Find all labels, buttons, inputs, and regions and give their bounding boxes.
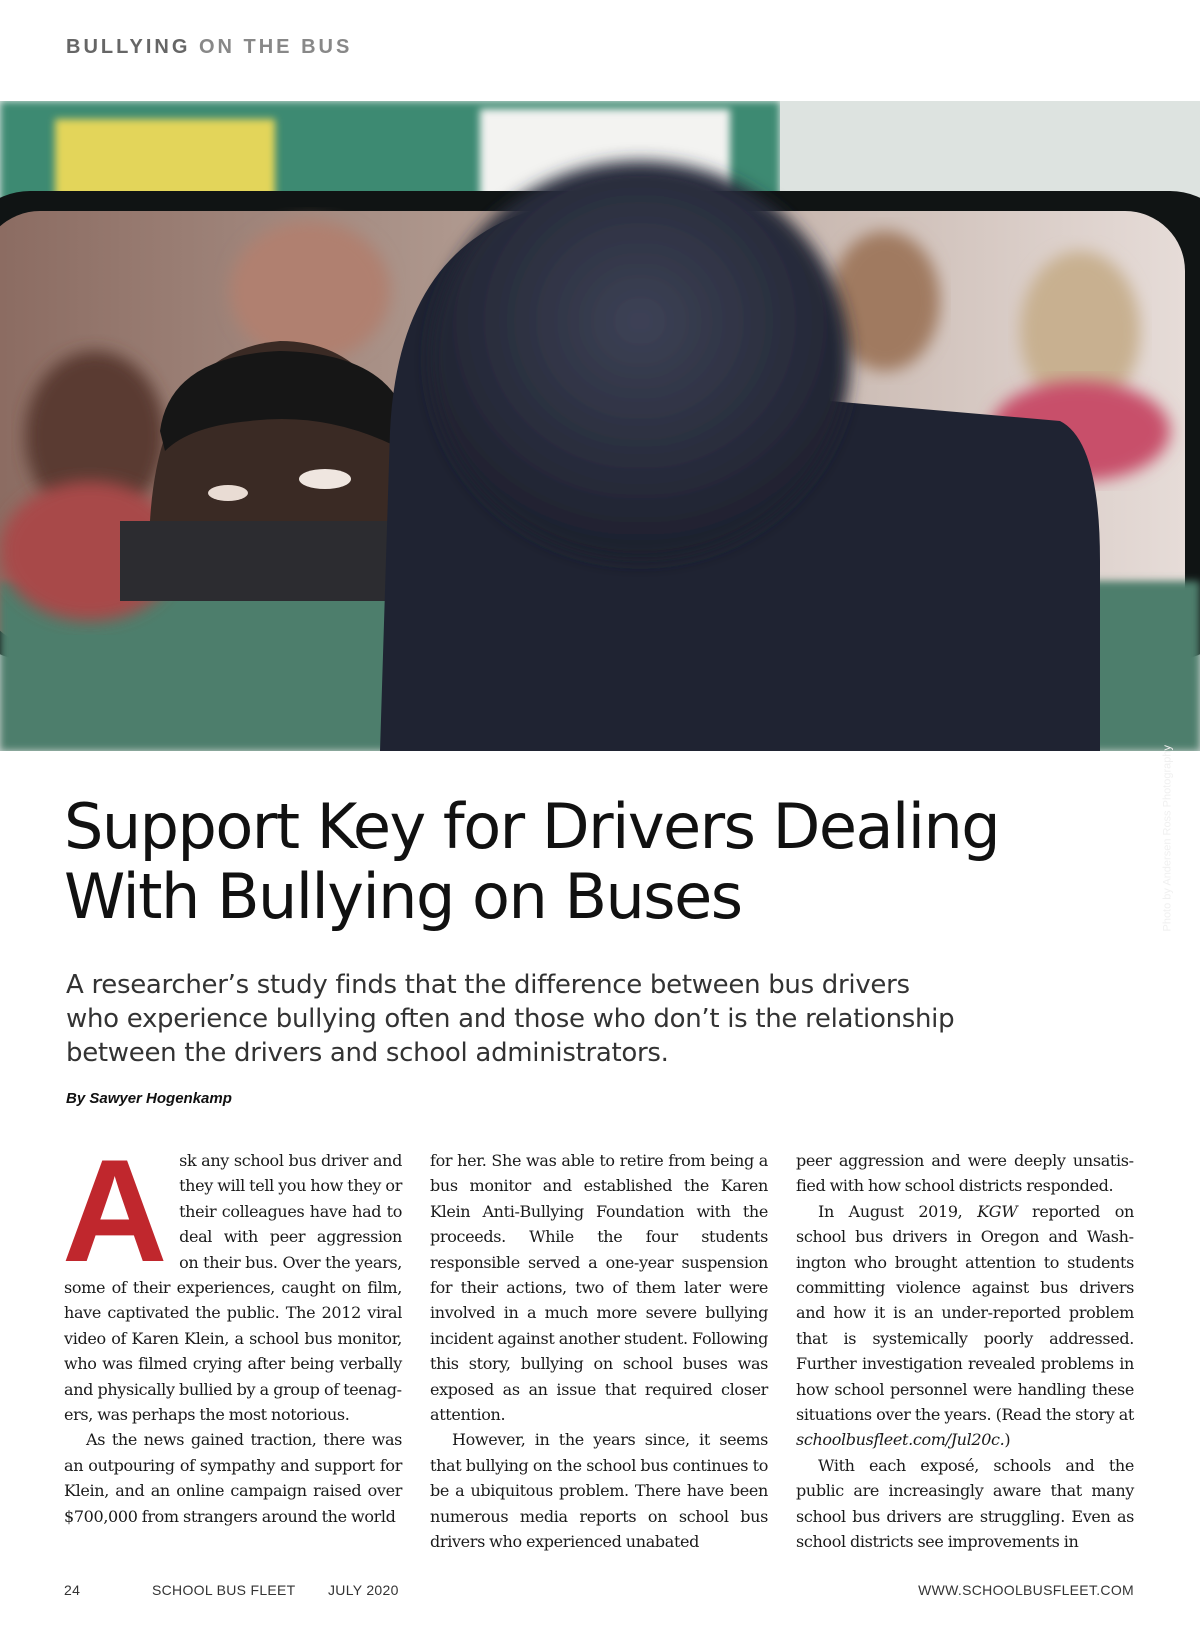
body-paragraph-3-continued xyxy=(796,1148,1134,1199)
body-paragraph-1 xyxy=(62,1129,402,1427)
drop-cap: A xyxy=(62,1129,168,1292)
body-paragraph-4-text-c: ) xyxy=(1004,1430,1011,1450)
headline-line-2: With Bullying on Buses xyxy=(64,860,742,933)
body-paragraph-3 xyxy=(430,1427,768,1554)
photo-credit: Photo by Andersen Ross Photography xyxy=(1162,745,1174,932)
story-link: schoolbusfleet.com/Jul20c. xyxy=(796,1430,1005,1450)
hero-photo xyxy=(0,101,1200,751)
body-paragraph-5-text: With each exposé, schools and the public are increasingly aware that many school bus drivers are struggling. Even as school districts see improvements in xyxy=(796,1455,1134,1552)
body-paragraph-3-continued-text: peer aggression and were deeply unsatisfied with how school districts responded. xyxy=(796,1151,1134,1196)
dek-line-3: between the drivers and school administrators. xyxy=(66,1038,669,1068)
headline-line-1: Support Key for Drivers Dealing xyxy=(64,790,1000,863)
body-paragraph-3-text: However, in the years since, it seems that bullying on the school bus continues to be a ubiquitous problem. There have been numerous media reports on school bus drivers who experienced unabated xyxy=(430,1430,768,1552)
issue-date: JULY 2020 xyxy=(328,1582,399,1598)
page-number: 24 xyxy=(64,1582,81,1598)
publication-url: WWW.SCHOOLBUSFLEET.COM xyxy=(918,1582,1134,1598)
section-keyword: BULLYING xyxy=(66,36,191,58)
byline: By Sawyer Hogenkamp xyxy=(66,1090,232,1107)
body-paragraph-4-text-a: In August 2019, xyxy=(818,1201,978,1221)
section-subtitle: ON THE BUS xyxy=(198,36,353,58)
dek-line-2: who experience bullying often and those who don’t is the relationship xyxy=(66,1004,955,1034)
publication-name: SCHOOL BUS FLEET xyxy=(152,1582,296,1598)
body-column-1 xyxy=(62,1129,402,1529)
news-outlet-name: KGW xyxy=(977,1201,1018,1221)
dek-line-1: A researcher’s study finds that the difference between bus drivers xyxy=(66,970,910,1000)
body-paragraph-4 xyxy=(796,1199,1134,1453)
body-paragraph-5 xyxy=(796,1453,1134,1555)
body-paragraph-2 xyxy=(64,1427,402,1529)
body-paragraph-2-continued-text: for her. She was able to retire from being a bus monitor and established the Karen Klein Anti-Bullying Foundation with the proceeds. While the four students responsible served a one-year suspension for their actions, two of them later were involved in a much more severe bullying incident against another student. Following this story, bullying on school buses was exposed as an issue that required closer attention. xyxy=(430,1151,768,1425)
section-header xyxy=(66,36,352,59)
dek xyxy=(66,968,1066,1070)
body-paragraph-2-text: As the news gained traction, there was an outpouring of sympathy and support for Klein, and an online campaign raised over $700,000 from strangers around the world xyxy=(64,1430,402,1526)
body-column-3 xyxy=(796,1148,1134,1555)
body-paragraph-1-text: sk any school bus driver and they will tell you how they or their colleagues have had to deal with peer aggression on their bus. Over the years, some of their experiences, caught on film, have captivated the public. The 2012 viral video of Karen Klein, a school bus monitor, who was filmed crying after being verbally and physically bullied by a group of teenagers, was perhaps the most notorious. xyxy=(64,1151,402,1425)
body-column-2 xyxy=(430,1148,768,1555)
body-paragraph-2-continued xyxy=(430,1148,768,1427)
headline xyxy=(64,792,1144,932)
body-paragraph-4-text-b: reported on school bus drivers in Oregon and Washington who brought attention to students committing violence against bus drivers and how it is an under-reported problem that is systemically poorly addressed. Further investigation revealed problems in how school personnel were handling these situations over the years. (Read the story at xyxy=(796,1201,1134,1425)
